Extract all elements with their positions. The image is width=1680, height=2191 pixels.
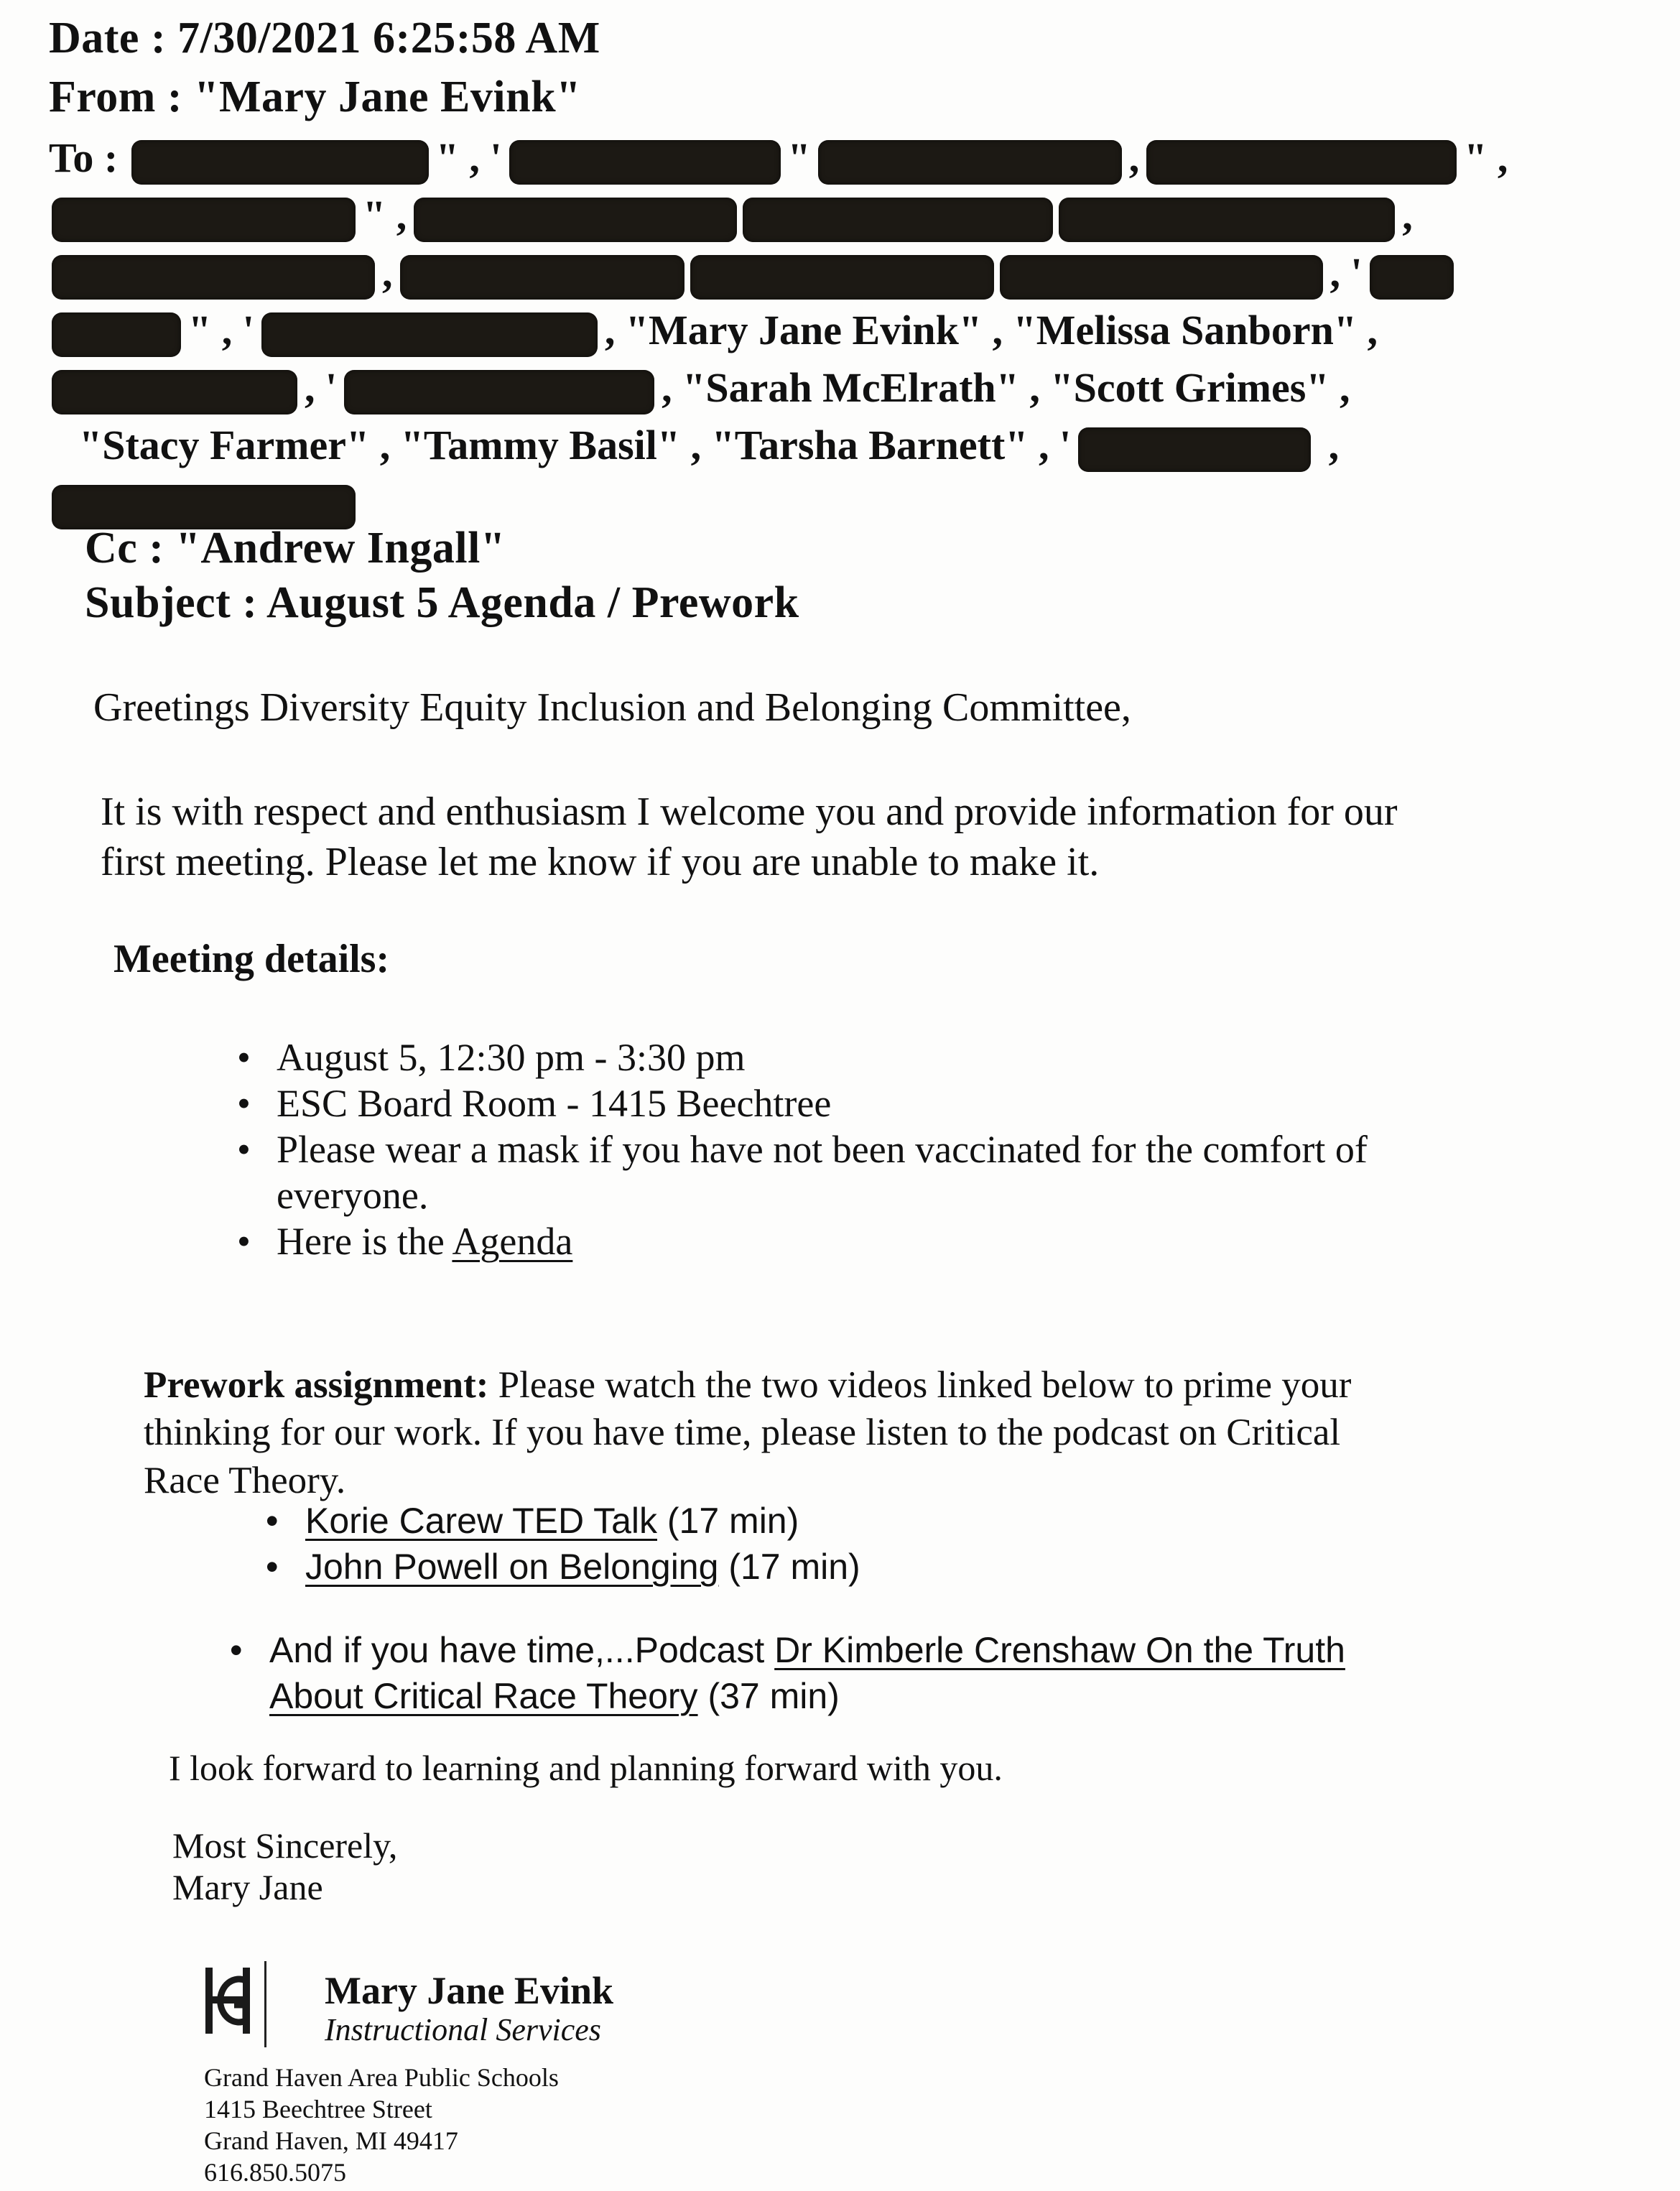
redaction-bar: [509, 140, 781, 185]
signature-name: Mary Jane Evink: [325, 1969, 614, 2012]
redaction-bar: [344, 370, 654, 414]
recipient-text: ": [787, 134, 811, 181]
closing-line: I look forward to learning and planning forward with you.: [169, 1748, 1003, 1788]
redaction-bar: [743, 198, 1053, 242]
signature-address: [204, 2062, 559, 2188]
recipient-text: , "Mary Jane Evink" , "Melissa Sanborn" ,: [604, 307, 1378, 353]
crenshaw-podcast-link[interactable]: Dr Kimberle Crenshaw On the Truth About Critical Race Theory: [269, 1630, 1345, 1716]
date-line: [49, 16, 600, 60]
prework-heading: Prework assignment:: [144, 1364, 489, 1406]
redaction-bar: [261, 312, 598, 357]
redaction-bar: [818, 140, 1122, 185]
from-line: [49, 75, 581, 119]
redaction-bar: [400, 255, 684, 300]
redaction-bar: [52, 255, 375, 300]
meeting-time: • August 5, 12:30 pm - 3:30 pm: [237, 1034, 1368, 1080]
recipient-text: ,: [382, 249, 393, 296]
gh-monogram-icon: [203, 1965, 253, 2037]
signature-divider: [264, 1961, 266, 2047]
recipient-text: " ,: [363, 192, 407, 238]
to-line: [49, 244, 1665, 302]
john-powell-belonging-link[interactable]: John Powell on Belonging: [305, 1547, 719, 1587]
cc-label: Cc :: [85, 524, 176, 573]
to-line: [49, 417, 1665, 474]
subject-value: August 5 Agenda / Prework: [266, 578, 799, 627]
podcast-list: [230, 1627, 1345, 1719]
recipient-text: ,: [1402, 192, 1413, 238]
date-label: Date :: [49, 14, 178, 62]
agenda-link[interactable]: Agenda: [452, 1220, 573, 1263]
meeting-details-heading: Meeting details:: [113, 937, 390, 981]
redaction-bar: [690, 255, 994, 300]
to-recipients: [49, 129, 1665, 532]
recipient-text: "Stacy Farmer" , "Tammy Basil" , "Tarsha Barnett" , ': [79, 422, 1072, 468]
redaction-bar: [1059, 198, 1395, 242]
subject-line: [85, 580, 799, 625]
redaction-bar: [52, 312, 181, 357]
korie-carew-ted-talk-link[interactable]: Korie Carew TED Talk: [305, 1501, 657, 1541]
redaction-bar: [1146, 140, 1457, 185]
redaction-bar: [414, 198, 737, 242]
subject-label: Subject :: [85, 578, 266, 627]
intro-paragraph: [101, 787, 1398, 887]
to-line: [49, 474, 1665, 532]
recipient-text: , "Sarah McElrath" , "Scott Grimes" ,: [662, 364, 1350, 411]
meeting-location: • ESC Board Room - 1415 Beechtree: [237, 1080, 1368, 1126]
prework-paragraph: Prework assignment: Please watch the two videos linked below to prime your thinking for our work. If you have time, please listen to the podcast on Critical Race Theory.: [144, 1364, 1352, 1501]
recipient-text: " ,: [1464, 134, 1508, 181]
greeting: Greetings Diversity Equity Inclusion and Belonging Committee,: [93, 685, 1131, 730]
from-value: "Mary Jane Evink": [194, 73, 581, 121]
recipient-text: " , ': [188, 307, 254, 353]
to-line: [49, 359, 1665, 417]
to-line: [49, 129, 1665, 187]
signature-department: Instructional Services: [325, 2012, 601, 2047]
to-line: [49, 302, 1665, 359]
podcast-item: • And if you have time,...Podcast Dr Kimberle Crenshaw On the Truth About Critical Race Theory (37 min): [230, 1627, 1345, 1719]
recipient-text: ,: [1128, 134, 1140, 181]
redaction-bar: [52, 198, 356, 242]
signoff: Most Sincerely, Mary Jane: [172, 1825, 398, 1907]
signature-org: Grand Haven Area Public Schools: [204, 2063, 559, 2092]
recipient-text: , ': [1329, 249, 1363, 296]
intro-line-2: first meeting. Please let me know if you are unable to make it.: [101, 840, 1100, 884]
signature-city: Grand Haven, MI 49417: [204, 2126, 458, 2155]
redaction-bar: [1000, 255, 1323, 300]
redaction-bar: [52, 370, 297, 414]
meeting-details-list: [237, 1034, 1368, 1264]
cc-value: "Andrew Ingall": [175, 524, 506, 573]
recipient-text: " , ': [435, 134, 502, 181]
recipient-text: ,: [1318, 422, 1340, 468]
video-list: [266, 1498, 860, 1590]
redaction-bar: [131, 140, 429, 185]
signature-phone: 616.850.5075: [204, 2158, 346, 2187]
from-label: From :: [49, 73, 195, 121]
agenda-item: • Here is the Agenda: [237, 1218, 1368, 1264]
redaction-bar: [52, 485, 356, 529]
intro-line-1: It is with respect and enthusiasm I welcome you and provide information for our: [101, 789, 1398, 834]
redaction-bar: [1078, 427, 1311, 472]
to-label: To :: [49, 134, 129, 181]
recipient-text: , ': [305, 364, 338, 411]
video-item: • John Powell on Belonging (17 min): [266, 1544, 860, 1590]
date-value: 7/30/2021 6:25:58 AM: [177, 14, 600, 62]
video-item: • Korie Carew TED Talk (17 min): [266, 1498, 860, 1544]
cc-line: [85, 524, 506, 573]
signature-street: 1415 Beechtree Street: [204, 2095, 432, 2123]
to-line: [49, 187, 1665, 244]
mask-note: • Please wear a mask if you have not been vaccinated for the comfort of everyone.: [237, 1126, 1368, 1218]
redaction-bar: [1370, 255, 1454, 300]
